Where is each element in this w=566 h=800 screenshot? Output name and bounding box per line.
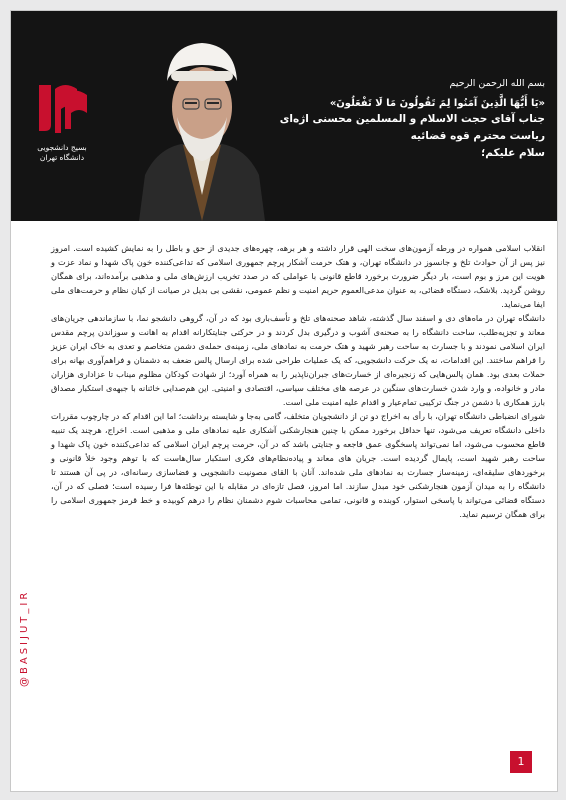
document-page <box>10 10 558 792</box>
body-paragraph-3: شورای انضباطی دانشگاه تهران، با رأی به اخراج دو تن از دانشجویان متخلف، گامی به‌جا و شایسته برداشت؛ اما این اقدام که در چارچوب مقررات داخلی دانشگاه تعریف می‌شود، تنها حداقل برخورد ممکن با چنین هنجارشکنی آشکاری علیه نمادهای ملی و مذهبی است. اخراج، هرچند یک تنبیه قاطع محسوب می‌شود، اما نمی‌تواند پاسخگوی عمق فاجعه و جنایتی باشد که در آن، حرمت پرچم ایران اسلامی که تداعی‌کننده خون پاک شهدا و ساحت رهبر شهید است، پایمال گردیده است. جریان های معاند و پیاده‌نظام‌های فکری استکبار سال‌هاست که با توهم وجود خلأ قانونی و برخوردهای سلیقه‌ای، زمینه‌ساز جسارت به نمادهای ملی شده‌اند. آنان با القای مصونیت دانشجویی و فضاسازی رسانه‌ای، در پی آن هستند تا دانشگاه را به میدان آزمون هنجارشکنی خود مبدل سازند. اما امروز، فصل تازه‌ای در مقابله با این توطئه‌ها فرا رسیده است؛ فصلی که در آن، دستگاه قضائی می‌تواند با پاسخی استوار، کوبنده و قانونی، تمامی محاسبات شوم دشمنان نظام را درهم کوبیده و خط قرمز جمهوری اسلامی را برای همگان ترسیم نماید. <box>51 411 545 519</box>
basmala: بسم الله الرحمن الرحیم <box>449 78 545 89</box>
flag-logo-icon <box>31 79 93 137</box>
letter-body <box>51 241 545 521</box>
logo-line-1: بسیج دانشجویی <box>37 143 87 152</box>
cleric-portrait-image <box>139 25 265 221</box>
quran-verse: «یَا أَیُّهَا الَّذِینَ آمَنُوا لِمَ تَقُولُونَ مَا لَا تَفْعَلُونَ» <box>329 98 545 109</box>
recipient-line-2: ریاست محترم قوه قضائیه <box>410 130 545 142</box>
letter-header <box>11 11 557 221</box>
basij-logo <box>25 75 99 183</box>
greeting: سلام علیکم؛ <box>481 147 545 159</box>
page-number-badge: 1 <box>510 751 532 773</box>
social-handle: @BASIJUT_IR <box>19 589 30 687</box>
recipient-line-1: جناب آقای حجت الاسلام و المسلمین محسنی اژه‌ای <box>279 113 545 125</box>
body-paragraph-1: انقلاب اسلامی همواره در ورطه آزمون‌های سخت الهی قرار داشته و هر برهه، چهره‌های جدیدی از حق و باطل را به نمایش کشیده است. امروز نیز پس از آن حوادث تلخ و جانسوز در دانشگاه تهران، و هتک حرمت آشکار پرچم جمهوری اسلامی که تداعی‌کننده خون پاک شهدا و نماد عزت و هویت این مرز و بوم است، بار دیگر ضرورت برخورد قاطع قانونی با عواملی که در صدد تخریب ارزش‌های ملی و مذهبی برآمده‌اند، برای همگان روشن گردید. بلاشک، دستگاه قضائی، به عنوان مدعی‌العموم حریم امنیت و نظم عمومی، نقشی بی بدیل در صیانت از کیان نظام و حرمت‌های ملی ایفا می‌نماید. <box>51 243 545 309</box>
logo-line-2: دانشگاه تهران <box>39 153 85 162</box>
header-text-block <box>263 77 545 162</box>
body-paragraph-2: دانشگاه تهران در ماه‌های دی و اسفند سال گذشته، شاهد صحنه‌های تلخ و تأسف‌باری بود که در آن، گروهی دانشجو نما، با سازماندهی جریان‌های معاند و تجزیه‌طلب، ساحت دانشگاه را به صحنه‌ی آشوب و درگیری بدل کردند و در حرکتی جنایتکارانه اقدام به اهانت و سوزاندن پرچم مقدس ایران اسلامی نمودند و با جسارت به ساحت رهبر شهید و هتک حرمت به نمادهای ملی، زمینه‌ی حمله‌ی دشمن متخاصم و تعدی به خاک ایران عزیز را فراهم ساختند. این اقدامات، نه یک حرکت دانشجویی، که یک عملیات طراحی شده برای ارسال پالس ضعف به دشمنان و فراهم‌آوری بهانه برای حملات بعدی بود. همان پالس‌هایی که زنجیره‌ای از خسارت‌های جبران‌ناپذیر را به همراه آورد؛ از شهادت کودکان مظلوم میناب تا عزاداری هزاران مادر و خانواده، و وارد شدن خسارت‌های سنگین در عرصه های مختلف سیاسی، اقتصادی و امنیتی. این هم‌صدایی خائنانه با جبهه‌ی استکبار مصداق بارز همکاری با دشمن در جنگ ترکیبی تمام‌عیار و اقدام علیه امنیت ملی است. <box>51 313 545 407</box>
